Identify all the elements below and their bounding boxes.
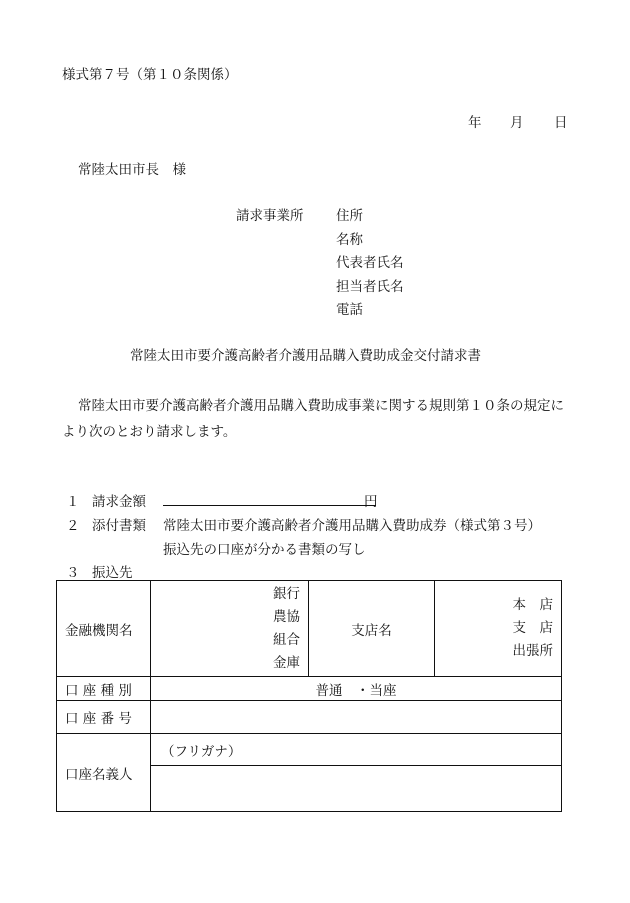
institution-types — [151, 583, 308, 675]
account-type-label: 口 座 種 別 — [57, 677, 151, 701]
date-day: 日 — [554, 115, 568, 131]
requester-field-contact-person: 担当者氏名 — [336, 278, 404, 295]
item-3-label: 振込先 — [92, 565, 133, 581]
item-1-number: １ — [66, 494, 80, 510]
date-year: 年 — [468, 115, 482, 131]
institution-name-cell[interactable] — [151, 581, 309, 677]
branch-type-main: 本 店 — [512, 597, 553, 613]
requester-field-address: 住所 — [336, 208, 363, 224]
account-number-label: 口 座 番 号 — [57, 701, 151, 734]
institution-label: 金融機関名 — [57, 581, 151, 677]
institution-type-bank: 銀行 — [273, 585, 300, 602]
amount-underline — [163, 505, 376, 506]
body-paragraph — [62, 393, 577, 445]
institution-type-agri: 農協 — [273, 608, 300, 625]
branch-type-branch: 支 店 — [512, 620, 553, 636]
requester-fields — [336, 208, 404, 326]
furigana-field[interactable] — [151, 734, 562, 766]
date-month: 月 — [510, 115, 524, 131]
account-type-value[interactable]: 普通 ・当座 — [151, 677, 562, 701]
account-type-row — [57, 677, 562, 701]
requester-field-representative: 代表者氏名 — [336, 255, 404, 271]
requester-field-phone: 電話 — [336, 302, 363, 318]
branch-types — [435, 594, 561, 663]
account-holder-row-furigana — [57, 734, 562, 766]
account-number-field[interactable] — [151, 701, 562, 734]
institution-row — [57, 581, 562, 677]
requester-label: 請求事業所 — [236, 208, 304, 224]
addressee: 常陸太田市長 様 — [78, 162, 186, 178]
furigana-label: （フリガナ） — [161, 743, 242, 760]
branch-name-cell[interactable] — [435, 581, 562, 677]
attachment-line-1: 常陸太田市要介護高齢者介護用品購入費助成券（様式第３号） — [163, 518, 541, 534]
bank-table — [56, 580, 562, 812]
document-title: 常陸太田市要介護高齢者介護用品購入費助成金交付請求書 — [130, 348, 481, 364]
attachment-line-2: 振込先の口座が分かる書類の写し — [163, 542, 366, 558]
form-number: 様式第７号（第１０条関係） — [62, 67, 238, 83]
institution-type-union: 組合 — [273, 631, 300, 648]
item-2-label: 添付書類 — [92, 518, 146, 534]
branch-label: 支店名 — [309, 581, 435, 677]
institution-type-credit: 金庫 — [273, 654, 300, 671]
account-number-row — [57, 701, 562, 734]
item-1-label: 請求金額 — [92, 494, 146, 510]
body-text: 常陸太田市要介護高齢者介護用品購入費助成事業に関する規則第１０条の規定により次のとおり請求します。 — [62, 398, 564, 440]
account-holder-name-field[interactable] — [151, 766, 562, 812]
item-2-number: ２ — [66, 518, 80, 534]
account-holder-label: 口座名義人 — [57, 734, 151, 812]
branch-type-office: 出張所 — [512, 643, 553, 659]
amount-unit: 円 — [364, 494, 378, 510]
item-3-number: ３ — [66, 565, 80, 581]
requester-field-name: 名称 — [336, 231, 363, 248]
